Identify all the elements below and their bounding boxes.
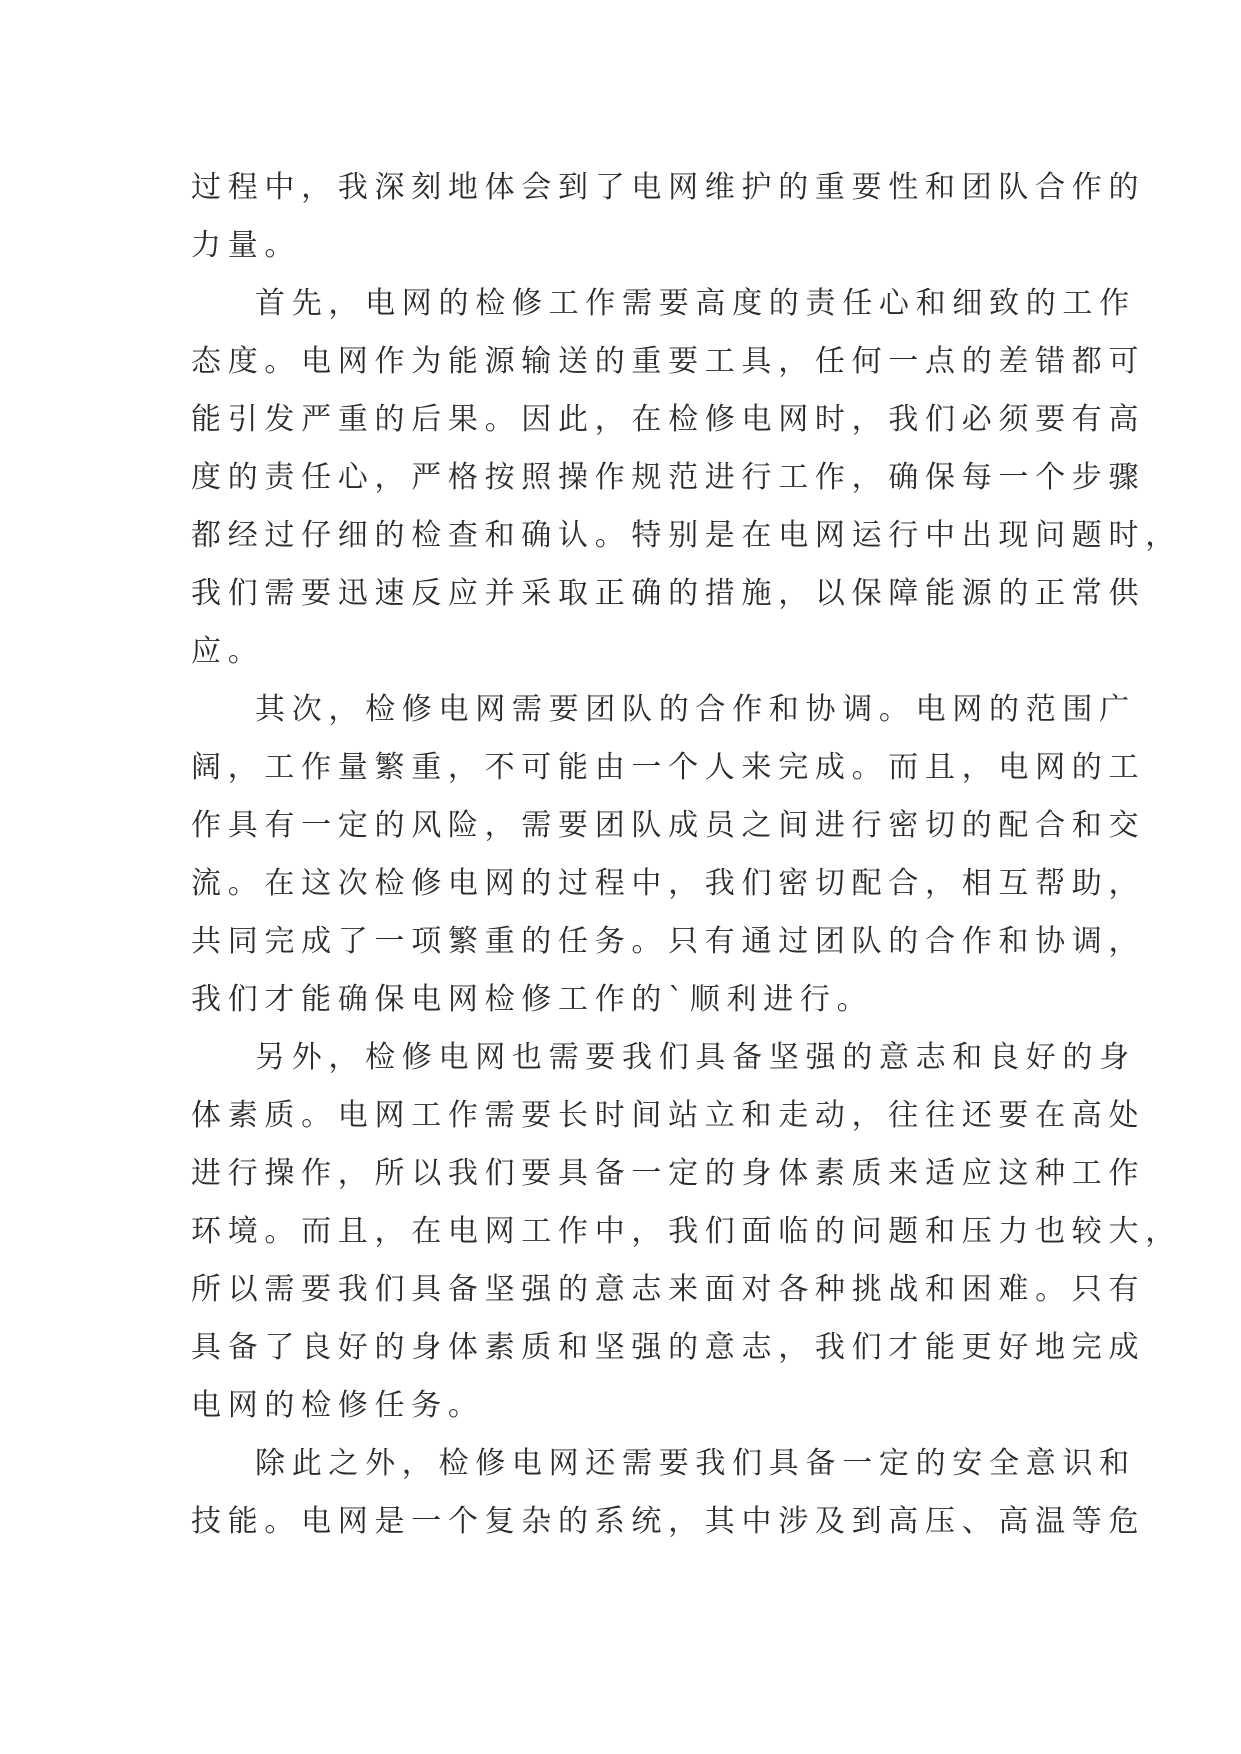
paragraph-first-line: 除此之外，检修电网还需要我们具备一定的安全意识和 (255, 1446, 1136, 1481)
text-line: 力量。 (191, 228, 302, 263)
text-line: 都经过仔细的检查和确认。特别是在电网运行中出现问题时， (191, 518, 1182, 553)
text-line: 所以需要我们具备坚强的意志来面对各种挑战和困难。只有 (191, 1272, 1146, 1307)
text-line: 态度。电网作为能源输送的重要工具，任何一点的差错都可 (191, 344, 1146, 379)
text-line: 共同完成了一项繁重的任务。只有通过团队的合作和协调， (191, 924, 1146, 959)
text-line: 作具有一定的风险，需要团队成员之间进行密切的配合和交 (191, 808, 1146, 843)
text-line: 流。在这次检修电网的过程中，我们密切配合，相互帮助， (191, 866, 1146, 901)
text-line: 体素质。电网工作需要长时间站立和走动，往往还要在高处 (191, 1098, 1146, 1133)
text-line: 度的责任心，严格按照操作规范进行工作，确保每一个步骤 (191, 460, 1146, 495)
text-line: 能引发严重的后果。因此，在检修电网时，我们必须要有高 (191, 402, 1146, 437)
text-line: 我们才能确保电网检修工作的`顺利进行。 (191, 982, 874, 1017)
paragraph-first-line: 其次，检修电网需要团队的合作和协调。电网的范围广 (255, 692, 1136, 727)
paragraph-first-line: 另外，检修电网也需要我们具备坚强的意志和良好的身 (255, 1040, 1136, 1075)
text-line: 具备了良好的身体素质和坚强的意志，我们才能更好地完成 (191, 1330, 1146, 1365)
text-line: 进行操作，所以我们要具备一定的身体素质来适应这种工作 (191, 1156, 1146, 1191)
text-line: 应。 (191, 634, 265, 669)
text-line: 技能。电网是一个复杂的系统，其中涉及到高压、高温等危 (191, 1504, 1146, 1539)
text-line: 环境。而且，在电网工作中，我们面临的问题和压力也较大， (191, 1214, 1182, 1249)
paragraph-first-line: 首先，电网的检修工作需要高度的责任心和细致的工作 (255, 286, 1136, 321)
text-line: 我们需要迅速反应并采取正确的措施，以保障能源的正常供 (191, 576, 1146, 611)
text-line: 电网的检修任务。 (191, 1388, 485, 1423)
text-line: 过程中，我深刻地体会到了电网维护的重要性和团队合作的 (191, 170, 1146, 205)
text-line: 阔，工作量繁重，不可能由一个人来完成。而且，电网的工 (191, 750, 1146, 785)
